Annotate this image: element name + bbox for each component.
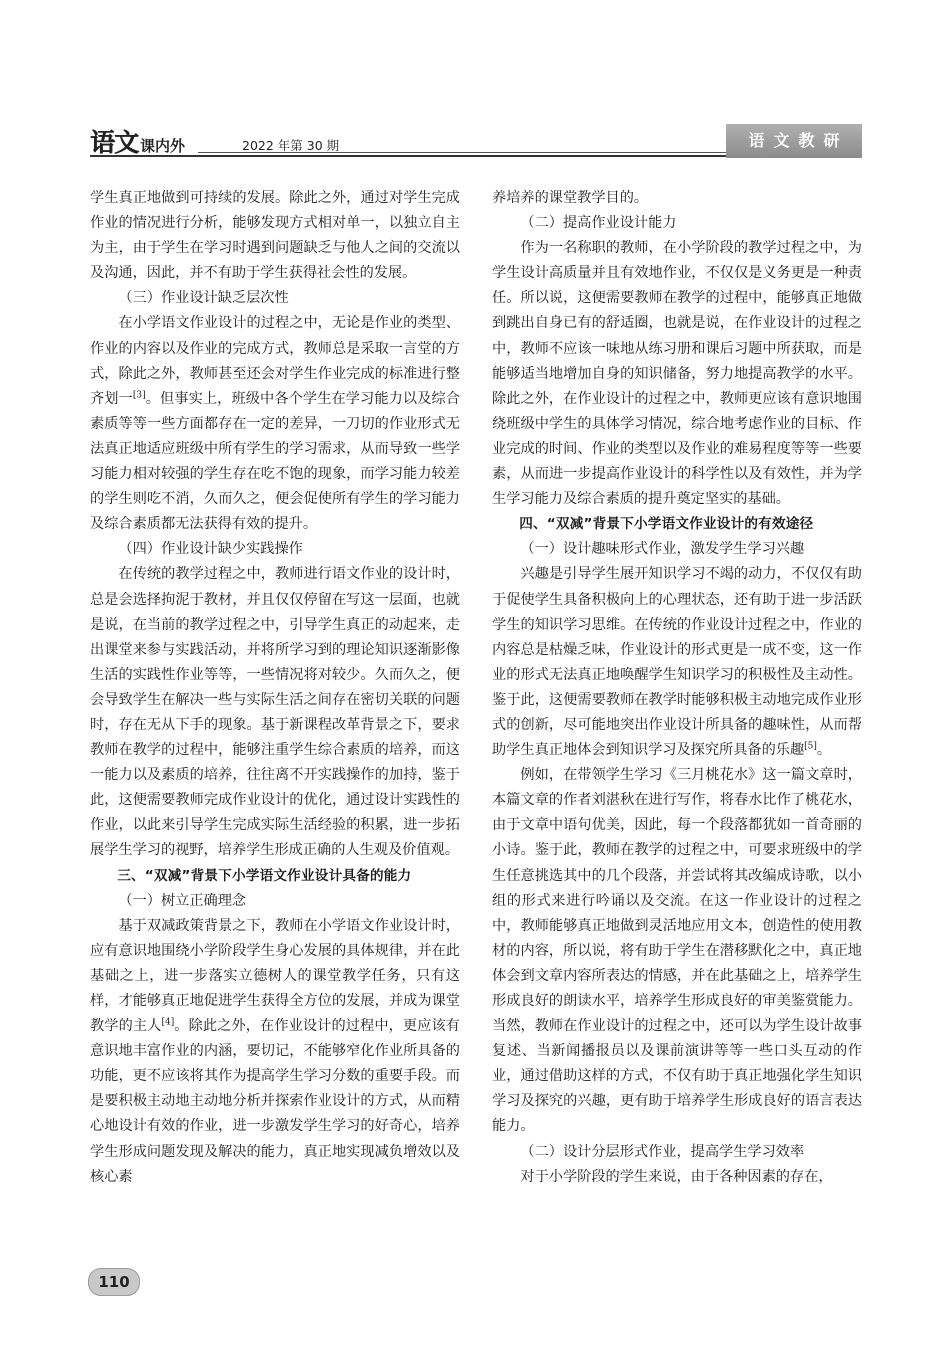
paragraph: 养培养的课堂教学目的。	[492, 190, 649, 206]
paragraph: 作为一名称职的教师，在小学阶段的教学过程之中，为学生设计高质量并且有效地作业，不仅仅是义务更是一种责任。所以说，这便需要教师在教学的过程中，能够真正地做到跳出自身已有的舒适圈，也就是说，在作业设计的过程之中，教师不应该一味地从练习册和课后习题中所获取，而是能够适当地增加自身的知识储备，努力地提高教学的水平。除此之外，在作业设计的过程之中，教师更应该有意识地围绕班级中学生的具体学习情况，综合地考虑作业的目标、作业完成的时间、作业的类型以及作业的难易程度等等一些要素，从而进一步提高作业设计的科学性以及有效性，并为学生学习能力及综合素质的提升奠定坚实的基础。	[492, 240, 862, 508]
issue-label: 2022 年第 30 期	[242, 138, 340, 153]
page-number: 110	[88, 1268, 140, 1296]
left-column	[90, 186, 460, 1190]
masthead-main: 语文	[90, 128, 139, 157]
paragraph: 在传统的教学过程之中，教师进行语文作业的设计时，总是会选择拘泥于教材，并且仅仅停留在写这一层面，也就是说，在当前的教学过程之中，引导学生真正的动起来，走出课堂来参与实践活动，并将所学习到的理论知识逐渐影像生活的实践性作业等等，一些情况将对较少。久而久之，便会导致学生在解决一些与实际生活之间存在密切关联的问题时，存在无从下手的现象。基于新课程改革背景之下，要求教师在教学的过程中，能够注重学生综合素质的培养，而这一能力以及素质的培养，往往离不开实践操作的加持，鉴于此，这便需要教师完成作业设计的优化，通过设计实践性的作业，以此来引导学生完成实际生活经验的积累，进一步拓展学生学习的视野，培养学生形成正确的人生观及价值观。	[90, 566, 460, 859]
subheading: （一）设计趣味形式作业，激发学生学习兴趣	[520, 541, 805, 558]
section-heading: 三、“双减”背景下小学语文作业设计具备的能力	[117, 867, 412, 884]
masthead-sub: 课内外	[140, 137, 186, 155]
section-heading: 四、“双减”背景下小学语文作业设计的有效途径	[519, 516, 814, 533]
citation: [4]	[161, 1017, 175, 1028]
subheading: （一）树立正确理念	[118, 892, 247, 909]
subheading: （二）提高作业设计能力	[520, 215, 677, 232]
journal-masthead	[90, 128, 185, 158]
paragraph: 例如，在带领学生学习《三月桃花水》这一篇文章时，本篇文章的作者刘湛秋在进行写作，将春水比作了桃花水，由于文章中语句优美，因此，每一个段落都犹如一首奇丽的小诗。鉴于此，教师在教学的过程之中，可要求班级中的学生任意挑选其中的几个段落，并尝试将其改编成诗歌，以小组的形式来进行吟诵以及交流。在这一作业设计的过程之中，教师能够真正地做到灵活地应用文本，创造性的使用教材的内容，所以说，将有助于学生在潜移默化之中，真正地体会到文章内容所表达的情感，并在此基础之上，培养学生形成良好的朗读水平，培养学生形成良好的审美鉴赏能力。当然，教师在作业设计的过程之中，还可以为学生设计故事复述、当新闻播报员以及课前演讲等等一些口头互动的作业，通过借助这样的方式，不仅有助于真正地强化学生知识学习及探究的兴趣，更有助于培养学生形成良好的语言表达能力。	[492, 767, 862, 1135]
page-header	[90, 124, 862, 160]
header-rule-thick	[90, 155, 726, 157]
paragraph: 在小学语文作业设计的过程之中，无论是作业的类型、作业的内容以及作业的完成方式，教师总是采取一言堂的方式，除此之外，教师甚至还会对学生作业完成的标准进行整齐划一[3]。但事实上，班级中各个学生在学习能力以及综合素质等等一些方面都存在一定的差异，一刀切的作业形式无法真正地适应班级中所有学生的学习需求，从而导致一些学习能力相对较强的学生存在吃不饱的现象，而学习能力较差的学生则吃不消，久而久之，便会促使所有学生的学习能力及综合素质都无法获得有效的提升。	[90, 315, 460, 533]
paragraph: 兴趣是引导学生展开知识学习不竭的动力，不仅仅有助于促使学生具备积极向上的心理状态，还有助于进一步活跃学生的知识学习思维。在传统的作业设计过程之中，作业的内容总是枯燥乏味，作业设计的形式更是一成不变，这一作业的形式无法真正地唤醒学生知识学习的积极性及主动性。鉴于此，这便需要教师在教学时能够积极主动地完成作业形式的创新，尽可能地突出作业设计所具备的趣味性，从而帮助学生真正地体会到知识学习及探究所具备的乐趣[5]。	[492, 566, 862, 759]
citation: [3]	[132, 390, 146, 401]
header-rule-thin	[198, 152, 728, 153]
paragraph: 对于小学阶段的学生来说，由于各种因素的存在，	[520, 1168, 833, 1185]
column-tag: 语文教研	[726, 124, 862, 158]
subheading: （二）设计分层形式作业，提高学生学习效率	[520, 1143, 805, 1160]
subheading: （四）作业设计缺少实践操作	[118, 541, 303, 558]
paragraph: 学生真正地做到可持续的发展。除此之外，通过对学生完成作业的情况进行分析，能够发现方式相对单一，以独立自主为主，由于学生在学习时遇到问题缺乏与他人之间的交流以及沟通，因此，并不有助于学生获得社会性的发展。	[90, 190, 460, 282]
right-column	[492, 186, 862, 1190]
citation: [5]	[804, 741, 817, 752]
paragraph: 基于双减政策背景之下，教师在小学语文作业设计时，应有意识地围绕小学阶段学生身心发展的具体规律，并在此基础之上，进一步落实立德树人的课堂教学任务，只有这样，才能够真正地促进学生获得全方位的发展，并成为课堂教学的主人[4]。除此之外，在作业设计的过程中，更应该有意识地丰富作业的内涵，要切记，不能够窄化作业所具备的功能，更不应该将其作为提高学生学习分数的重要手段。而是要积极主动地主动地分析并探索作业设计的方式，从而精心地设计有效的作业，进一步激发学生学习的好奇心，培养学生形成问题发现及解决的能力，真正地实现减负增效以及核心素	[90, 917, 460, 1185]
subheading: （三）作业设计缺乏层次性	[118, 290, 289, 307]
